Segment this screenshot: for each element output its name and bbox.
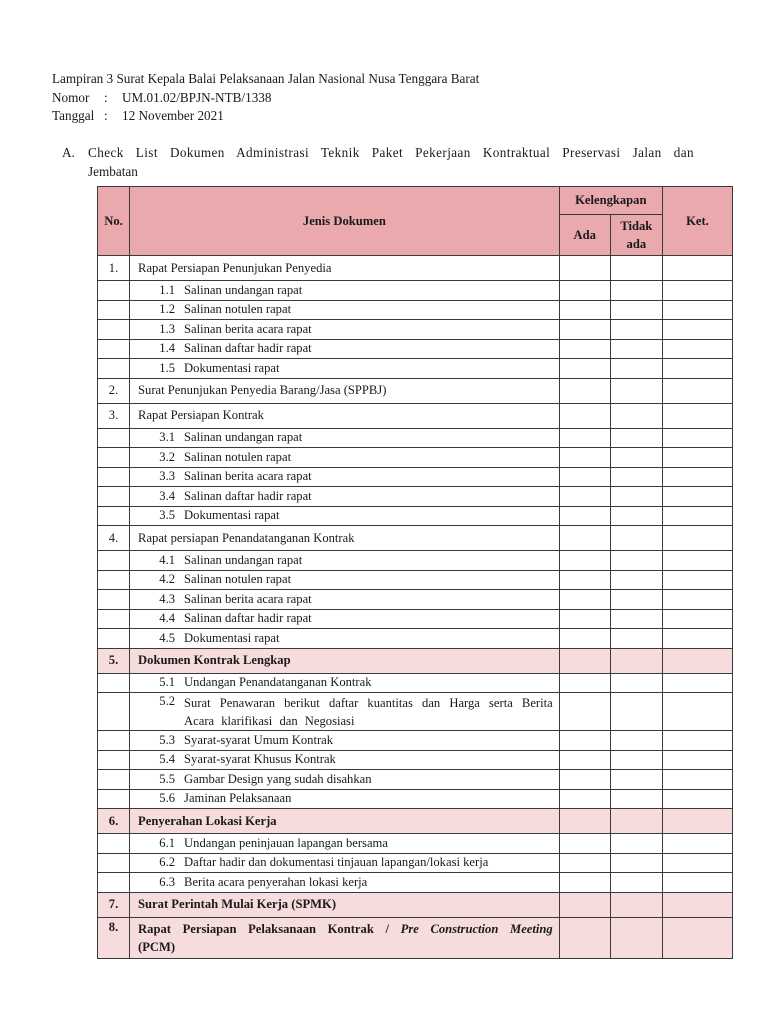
empty-no-cell [98, 487, 130, 507]
table-row [98, 873, 733, 893]
tidak-ada-cell[interactable] [610, 873, 662, 893]
ket-cell[interactable] [662, 789, 732, 809]
row-number: 4.4 [159, 611, 176, 626]
row-label-cell [130, 359, 560, 379]
row-number: 1.3 [159, 321, 176, 336]
ada-cell[interactable] [559, 428, 610, 448]
tanggal-value: 12 November 2021 [122, 108, 224, 123]
ket-cell[interactable] [662, 873, 732, 893]
row-number: 4.2 [159, 572, 176, 587]
table-row [98, 731, 733, 751]
ada-cell[interactable] [559, 590, 610, 610]
row-label: Salinan berita acara rapat [184, 321, 312, 336]
row-number: 7. [98, 892, 130, 917]
row-label-cell [130, 693, 560, 731]
tidak-ada-cell[interactable] [610, 917, 662, 958]
row-label-cell [130, 873, 560, 893]
tanggal-label: Tanggal [52, 108, 95, 123]
empty-no-cell [98, 750, 130, 770]
row-number: 4. [98, 526, 130, 551]
tidak-ada-cell[interactable] [610, 609, 662, 629]
row-label-cell [130, 609, 560, 629]
row-label-cell [130, 590, 560, 610]
row-label: Berita acara penyerahan lokasi kerja [184, 874, 368, 889]
table-row [98, 629, 733, 649]
ket-cell[interactable] [662, 256, 732, 281]
row-label-part-c: (PCM) [138, 939, 176, 954]
row-label: Dokumentasi rapat [184, 630, 280, 645]
row-number: 5.5 [159, 771, 176, 786]
row-number: 5.4 [159, 752, 176, 767]
row-number: 4.5 [159, 630, 176, 645]
row-label-cell [130, 789, 560, 809]
row-number: 3. [98, 403, 130, 428]
empty-no-cell [98, 320, 130, 340]
row-number: 6. [98, 809, 130, 834]
row-number: 3.2 [159, 449, 176, 464]
row-label: Salinan notulen rapat [184, 302, 292, 317]
ket-cell[interactable] [662, 917, 732, 958]
table-row [98, 673, 733, 693]
ada-cell[interactable] [559, 487, 610, 507]
ada-cell[interactable] [559, 256, 610, 281]
ada-cell[interactable] [559, 770, 610, 790]
nomor-colon: : [104, 89, 108, 105]
attachment-text: Lampiran 3 Surat Kepala Balai Pelaksanaan Jalan Nasional Nusa Tenggara Barat [52, 71, 480, 86]
header-jenis-dokumen: Jenis Dokumen [130, 187, 560, 256]
table-row-highlighted [98, 892, 733, 917]
ada-cell[interactable] [559, 731, 610, 751]
ada-cell[interactable] [559, 609, 610, 629]
row-label-cell [130, 731, 560, 751]
attachment-line [52, 70, 479, 89]
tidak-ada-cell[interactable] [610, 590, 662, 610]
ada-cell[interactable] [559, 378, 610, 403]
row-label: Penyerahan Lokasi Kerja [130, 809, 560, 834]
row-number: 6.3 [159, 874, 176, 889]
row-label: Dokumentasi rapat [184, 360, 280, 375]
row-number: 6.1 [159, 835, 176, 850]
tidak-ada-cell[interactable] [610, 320, 662, 340]
row-label: Undangan Penandatanganan Kontrak [184, 675, 372, 690]
empty-no-cell [98, 281, 130, 301]
row-label-part-a: Rapat Persiapan Pelaksanaan Kontrak / [138, 921, 401, 936]
table-row [98, 853, 733, 873]
empty-no-cell [98, 853, 130, 873]
row-label: Syarat-syarat Umum Kontrak [184, 732, 334, 747]
tidak-ada-cell[interactable] [610, 648, 662, 673]
row-label: Rapat persiapan Penandatanganan Kontrak [130, 526, 560, 551]
tidak-ada-cell[interactable] [610, 750, 662, 770]
row-label: Syarat-syarat Khusus Kontrak [184, 752, 336, 767]
header-ket: Ket. [662, 187, 732, 256]
ket-cell[interactable] [662, 428, 732, 448]
row-label: Surat Penunjukan Penyedia Barang/Jasa (SPPBJ) [130, 378, 560, 403]
header-tidak-ada: Tidak ada [610, 215, 662, 256]
ket-cell[interactable] [662, 629, 732, 649]
tidak-ada-cell[interactable] [610, 339, 662, 359]
tidak-ada-cell[interactable] [610, 467, 662, 487]
ket-cell[interactable] [662, 551, 732, 571]
ket-cell[interactable] [662, 359, 732, 379]
empty-no-cell [98, 300, 130, 320]
row-label: Rapat Persiapan Penunjukan Penyedia [130, 256, 560, 281]
row-number: 1.2 [159, 302, 176, 317]
table-row [98, 570, 733, 590]
row-label: Daftar hadir dan dokumentasi tinjauan lapangan/lokasi kerja [184, 855, 489, 870]
header-kelengkapan: Kelengkapan [559, 187, 662, 215]
empty-no-cell [98, 834, 130, 854]
empty-no-cell [98, 428, 130, 448]
tidak-ada-cell[interactable] [610, 629, 662, 649]
row-label-cell [130, 770, 560, 790]
row-label-cell [130, 448, 560, 468]
ada-cell[interactable] [559, 892, 610, 917]
ket-cell[interactable] [662, 648, 732, 673]
table-row [98, 320, 733, 340]
row-label: Salinan berita acara rapat [184, 591, 312, 606]
tidak-ada-cell[interactable] [610, 487, 662, 507]
ada-cell[interactable] [559, 673, 610, 693]
row-label: Rapat Persiapan Kontrak [130, 403, 560, 428]
empty-no-cell [98, 506, 130, 526]
table-row [98, 448, 733, 468]
ada-cell[interactable] [559, 873, 610, 893]
empty-no-cell [98, 873, 130, 893]
nomor-label: Nomor [52, 89, 90, 105]
table-row [98, 403, 733, 428]
ket-cell[interactable] [662, 693, 732, 731]
ket-cell[interactable] [662, 809, 732, 834]
tidak-ada-cell[interactable] [610, 300, 662, 320]
table-header-row [98, 187, 733, 215]
row-label-cell [130, 834, 560, 854]
ket-cell[interactable] [662, 320, 732, 340]
tidak-ada-cell[interactable] [610, 673, 662, 693]
ada-cell[interactable] [559, 403, 610, 428]
table-row [98, 834, 733, 854]
table-row [98, 609, 733, 629]
tidak-ada-cell[interactable] [610, 809, 662, 834]
row-label: Surat Perintah Mulai Kerja (SPMK) [130, 892, 560, 917]
row-label-cell [130, 629, 560, 649]
tidak-ada-cell[interactable] [610, 378, 662, 403]
table-row-highlighted [98, 648, 733, 673]
empty-no-cell [98, 359, 130, 379]
row-label-cell [130, 428, 560, 448]
row-label-cell [130, 673, 560, 693]
row-number: 3.1 [159, 430, 176, 445]
ada-cell[interactable] [559, 853, 610, 873]
empty-no-cell [98, 673, 130, 693]
row-label-cell [130, 320, 560, 340]
row-number: 5.2 [159, 693, 176, 708]
letter-header [52, 70, 479, 126]
row-number: 3.4 [159, 488, 176, 503]
row-label-cell [130, 487, 560, 507]
empty-no-cell [98, 590, 130, 610]
row-label: Dokumentasi rapat [184, 508, 280, 523]
ket-cell[interactable] [662, 673, 732, 693]
table-row-highlighted [98, 917, 733, 958]
ada-cell[interactable] [559, 570, 610, 590]
ket-cell[interactable] [662, 526, 732, 551]
ada-cell[interactable] [559, 750, 610, 770]
table-row [98, 693, 733, 731]
row-label-cell [130, 281, 560, 301]
row-label: Salinan daftar hadir rapat [184, 488, 312, 503]
ada-cell[interactable] [559, 281, 610, 301]
ada-cell[interactable] [559, 834, 610, 854]
row-label: Salinan notulen rapat [184, 572, 292, 587]
ada-cell[interactable] [559, 467, 610, 487]
row-number: 4.1 [159, 552, 176, 567]
row-label: Salinan notulen rapat [184, 449, 292, 464]
section-letter: A. [62, 145, 75, 160]
row-number: 5.3 [159, 732, 176, 747]
row-number: 6.2 [159, 855, 176, 870]
table-row [98, 506, 733, 526]
tidak-ada-cell[interactable] [610, 834, 662, 854]
ket-cell[interactable] [662, 834, 732, 854]
ket-cell[interactable] [662, 281, 732, 301]
ket-cell[interactable] [662, 339, 732, 359]
checklist-table [97, 186, 733, 959]
ada-cell[interactable] [559, 693, 610, 731]
table-row [98, 770, 733, 790]
empty-no-cell [98, 448, 130, 468]
ket-cell[interactable] [662, 506, 732, 526]
tidak-ada-cell[interactable] [610, 403, 662, 428]
section-title-line2: Jembatan [88, 164, 138, 179]
ket-cell[interactable] [662, 378, 732, 403]
ada-cell[interactable] [559, 526, 610, 551]
empty-no-cell [98, 731, 130, 751]
row-number: 1.5 [159, 360, 176, 375]
row-number: 3.3 [159, 469, 176, 484]
row-number: 5.6 [159, 791, 176, 806]
tidak-ada-cell[interactable] [610, 448, 662, 468]
tidak-ada-cell[interactable] [610, 506, 662, 526]
row-label-cell [130, 506, 560, 526]
tidak-ada-cell[interactable] [610, 892, 662, 917]
section-title [62, 143, 694, 181]
row-number: 1.1 [159, 282, 176, 297]
row-number: 8. [98, 917, 130, 958]
ket-cell[interactable] [662, 570, 732, 590]
row-label-cell [130, 853, 560, 873]
tidak-ada-cell[interactable] [610, 428, 662, 448]
row-label: Salinan undangan rapat [184, 430, 303, 445]
row-number: 5.1 [159, 675, 176, 690]
tanggal-colon: : [104, 108, 108, 123]
row-label: Jaminan Pelaksanaan [184, 791, 292, 806]
tidak-ada-cell[interactable] [610, 256, 662, 281]
table-row [98, 256, 733, 281]
table-row [98, 789, 733, 809]
table-row [98, 590, 733, 610]
row-label-cell [130, 570, 560, 590]
table-row [98, 487, 733, 507]
tidak-ada-cell[interactable] [610, 551, 662, 571]
tidak-ada-cell[interactable] [610, 281, 662, 301]
ket-cell[interactable] [662, 609, 732, 629]
ket-cell[interactable] [662, 487, 732, 507]
ada-cell[interactable] [559, 809, 610, 834]
tanggal-line [52, 107, 479, 126]
header-no: No. [98, 187, 130, 256]
tidak-ada-cell[interactable] [610, 526, 662, 551]
row-label-cell [130, 467, 560, 487]
row-label [130, 917, 560, 958]
ada-cell[interactable] [559, 339, 610, 359]
table-row [98, 300, 733, 320]
row-label-cell [130, 551, 560, 571]
table-row-highlighted [98, 809, 733, 834]
ket-cell[interactable] [662, 403, 732, 428]
row-label: Salinan undangan rapat [184, 552, 303, 567]
empty-no-cell [98, 467, 130, 487]
ket-cell[interactable] [662, 750, 732, 770]
row-number: 5. [98, 648, 130, 673]
ket-cell[interactable] [662, 300, 732, 320]
ada-cell[interactable] [559, 629, 610, 649]
ket-cell[interactable] [662, 467, 732, 487]
table-row [98, 339, 733, 359]
table-row [98, 378, 733, 403]
tidak-ada-cell[interactable] [610, 359, 662, 379]
row-number: 1.4 [159, 341, 176, 356]
row-label: Salinan daftar hadir rapat [184, 611, 312, 626]
ket-cell[interactable] [662, 770, 732, 790]
row-number: 4.3 [159, 591, 176, 606]
tidak-ada-cell[interactable] [610, 789, 662, 809]
row-label: Surat Penawaran berikut daftar kuantitas dan Harga serta Berita Acara klarifikasi dan Negosiasi [184, 695, 553, 728]
row-label-cell [130, 300, 560, 320]
empty-no-cell [98, 609, 130, 629]
row-number: 3.5 [159, 508, 176, 523]
empty-no-cell [98, 693, 130, 731]
ada-cell[interactable] [559, 551, 610, 571]
table-row [98, 428, 733, 448]
row-label-part-b: Pre Construction Meeting [400, 921, 553, 936]
empty-no-cell [98, 570, 130, 590]
ada-cell[interactable] [559, 917, 610, 958]
tidak-ada-cell[interactable] [610, 570, 662, 590]
empty-no-cell [98, 339, 130, 359]
empty-no-cell [98, 789, 130, 809]
ada-cell[interactable] [559, 300, 610, 320]
table-row [98, 281, 733, 301]
tidak-ada-cell[interactable] [610, 853, 662, 873]
tidak-ada-cell[interactable] [610, 770, 662, 790]
row-label: Salinan berita acara rapat [184, 469, 312, 484]
ada-cell[interactable] [559, 448, 610, 468]
ket-cell[interactable] [662, 892, 732, 917]
table-row [98, 750, 733, 770]
ket-cell[interactable] [662, 590, 732, 610]
row-label-cell [130, 339, 560, 359]
row-label: Undangan peninjauan lapangan bersama [184, 835, 388, 850]
row-label: Dokumen Kontrak Lengkap [130, 648, 560, 673]
row-number: 1. [98, 256, 130, 281]
empty-no-cell [98, 551, 130, 571]
nomor-value: UM.01.02/BPJN-NTB/1338 [122, 89, 272, 105]
row-label: Salinan undangan rapat [184, 282, 303, 297]
empty-no-cell [98, 770, 130, 790]
ket-cell[interactable] [662, 853, 732, 873]
table-row [98, 526, 733, 551]
ada-cell[interactable] [559, 648, 610, 673]
ket-cell[interactable] [662, 731, 732, 751]
table-row [98, 551, 733, 571]
tidak-ada-cell[interactable] [610, 731, 662, 751]
ada-cell[interactable] [559, 359, 610, 379]
row-number: 2. [98, 378, 130, 403]
ada-cell[interactable] [559, 320, 610, 340]
table-row [98, 467, 733, 487]
header-ada: Ada [559, 215, 610, 256]
table-row [98, 359, 733, 379]
row-label-cell [130, 750, 560, 770]
row-label: Salinan daftar hadir rapat [184, 341, 312, 356]
ket-cell[interactable] [662, 448, 732, 468]
ada-cell[interactable] [559, 506, 610, 526]
row-label: Gambar Design yang sudah disahkan [184, 771, 372, 786]
section-title-line1: Check List Dokumen Administrasi Teknik Paket Pekerjaan Kontraktual Preservasi Jalan dan [88, 145, 694, 160]
tidak-ada-cell[interactable] [610, 693, 662, 731]
ada-cell[interactable] [559, 789, 610, 809]
nomor-line [52, 89, 479, 108]
empty-no-cell [98, 629, 130, 649]
